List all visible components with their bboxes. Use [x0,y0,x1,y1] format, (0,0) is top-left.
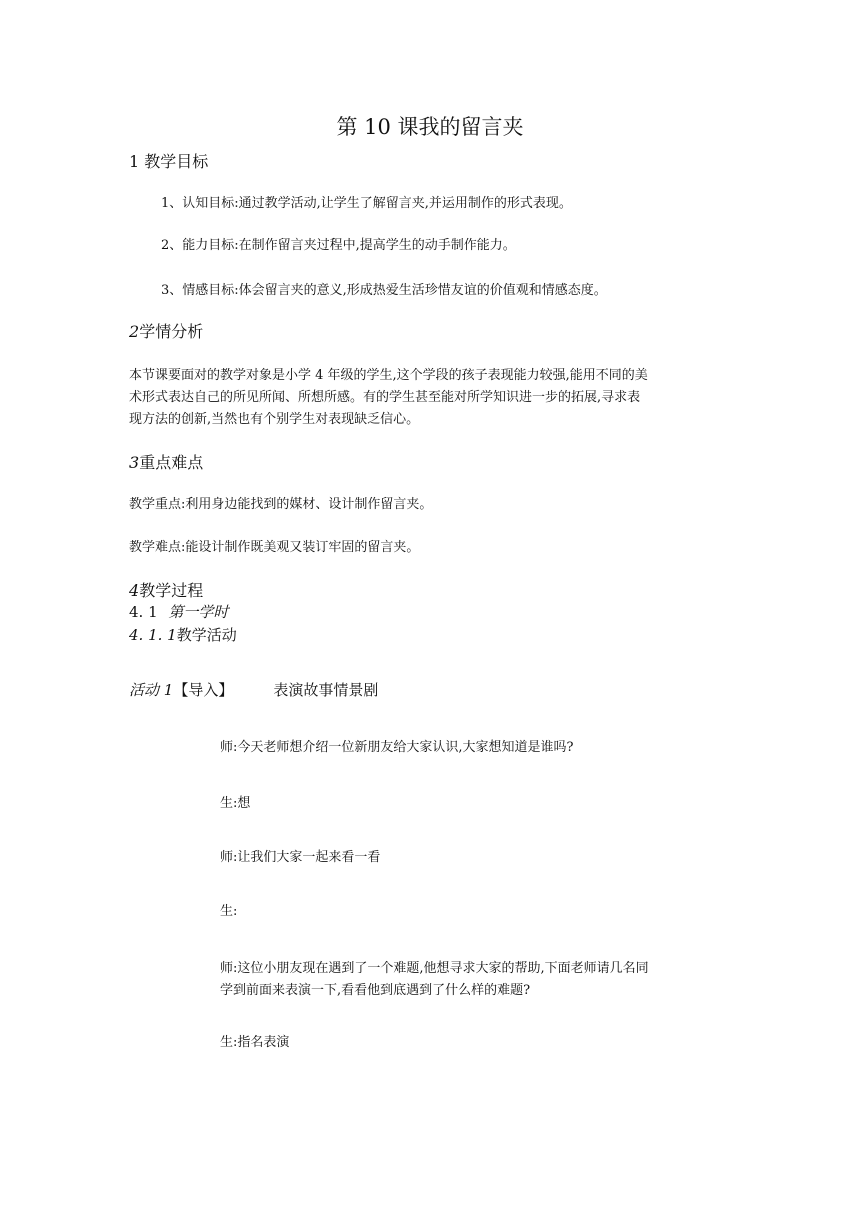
dialogue-paragraph [220,958,649,1002]
subsection-label: 第一学时 [168,603,229,621]
dialogue-line: 学到前面来表演一下,看看他到底遇到了什么样的难题? [220,983,531,998]
paragraph-line: 本节课要面对的教学对象是小学 4 年级的学生,这个学段的孩子表现能力较强,能用不同的美 [129,368,648,383]
section-heading-key-points [129,453,203,472]
objective-item: 3、情感目标:体会留言夹的意义,形成热爱生活珍惜友谊的价值观和情感态度。 [161,283,607,298]
subsection-label: 教学活动 [176,626,237,644]
dialogue-line: 师:今天老师想介绍一位新朋友给大家认识,大家想知道是谁吗? [220,740,574,755]
subsection-number: 4. 1 [129,603,158,621]
subsection-heading-activities [129,626,237,644]
section-heading-objectives [129,152,208,171]
section-label: 重点难点 [139,453,204,472]
section-number: 3 [129,453,140,472]
section-heading-analysis [129,322,203,341]
subsection-heading-first-lesson [129,603,228,621]
activity-title: 表演故事情景剧 [273,681,379,699]
dialogue-line: 生: [220,904,238,919]
section-number: 1 [129,152,140,171]
difficulty-text: 教学难点:能设计制作既美观又装订牢固的留言夹。 [129,540,420,555]
section-label: 教学目标 [144,152,209,171]
dialogue-line: 生:想 [220,796,251,811]
section-number: 2 [129,322,140,341]
section-heading-process [129,581,203,600]
section-label: 学情分析 [139,322,204,341]
activity-tag: 【导入】 [173,681,234,699]
activity-number: 活动 1 [129,681,174,699]
objective-item: 1、认知目标:通过教学活动,让学生了解留言夹,并运用制作的形式表现。 [161,196,572,211]
paragraph-line: 术形式表达自己的所见所闻、所想所感。有的学生甚至能对所学知识进一步的拓展,寻求表 [129,390,641,405]
section-label: 教学过程 [139,581,204,600]
page-title: 第 10 课我的留言夹 [336,115,524,139]
dialogue-line: 师:这位小朋友现在遇到了一个难题,他想寻求大家的帮助,下面老师请几名同 [220,961,649,976]
paragraph-line: 现方法的创新,当然也有个别学生对表现缺乏信心。 [129,412,420,427]
analysis-paragraph [129,365,729,431]
dialogue-line: 师:让我们大家一起来看一看 [220,850,381,865]
objective-item: 2、能力目标:在制作留言夹过程中,提高学生的动手制作能力。 [161,238,516,253]
activity-heading [129,681,378,699]
subsection-number: 4. 1. 1 [129,626,177,644]
dialogue-line: 生:指名表演 [220,1035,290,1050]
section-number: 4 [129,581,140,600]
key-point-text: 教学重点:利用身边能找到的媒材、设计制作留言夹。 [129,497,433,512]
